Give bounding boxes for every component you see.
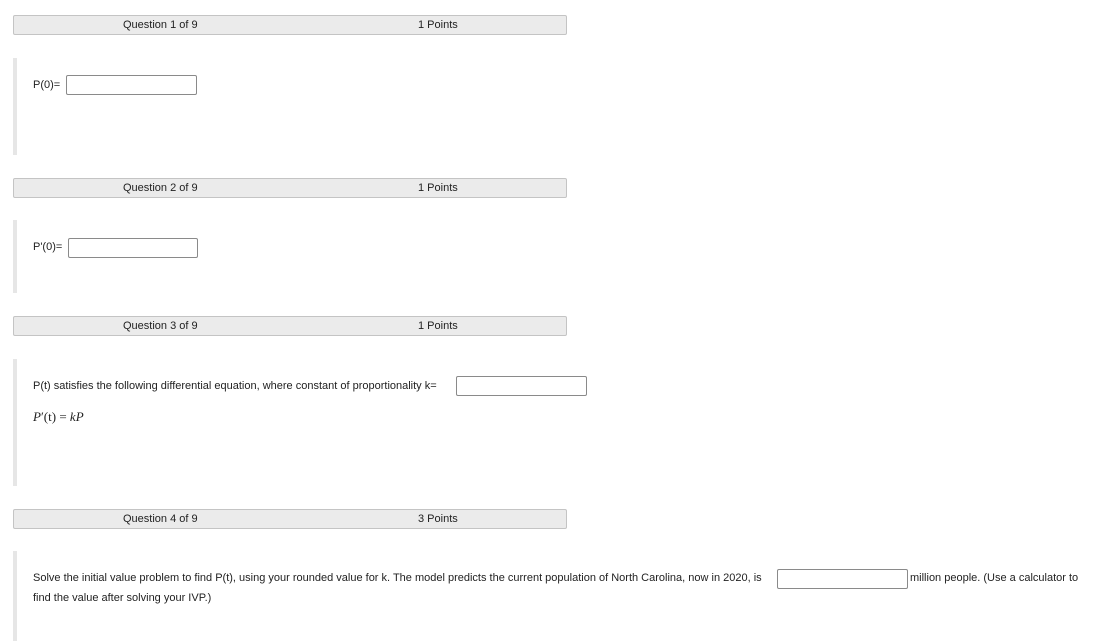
question-2-body (13, 220, 1100, 293)
differential-equation (33, 409, 84, 425)
equation-lhs: P (33, 409, 41, 424)
question-1-prompt: P(0)= (33, 79, 61, 91)
question-2-number: Question 2 of 9 (123, 182, 198, 194)
question-1-body (13, 58, 1100, 155)
question-4-prompt-after: million people. (Use a calculator to (910, 572, 1079, 584)
question-3-prompt: P(t) satisfies the following differential equation, where constant of proportionality k= (33, 380, 437, 392)
question-2-points: 1 Points (418, 182, 458, 194)
question-3-points: 1 Points (418, 320, 458, 332)
question-2-answer-input[interactable] (68, 238, 198, 258)
question-2-prompt: P'(0)= (33, 241, 63, 253)
question-3-body (13, 359, 1100, 486)
question-3-number: Question 3 of 9 (123, 320, 198, 332)
question-3-answer-input[interactable] (456, 376, 587, 396)
question-1-header (13, 15, 567, 35)
equation-rhs: kP (69, 409, 84, 424)
question-2-header (13, 178, 567, 198)
question-4-answer-input[interactable] (777, 569, 908, 589)
question-4-prompt-line2: find the value after solving your IVP.) (33, 592, 212, 604)
question-1-points: 1 Points (418, 19, 458, 31)
question-3-header (13, 316, 567, 336)
question-4-header (13, 509, 567, 529)
equation-prime: ′ (40, 409, 44, 424)
question-1-answer-input[interactable] (66, 75, 197, 95)
equation-arg: (t) (43, 409, 57, 424)
equation-relation: = (56, 409, 70, 424)
question-1-number: Question 1 of 9 (123, 19, 198, 31)
question-4-number: Question 4 of 9 (123, 513, 198, 525)
question-4-points: 3 Points (418, 513, 458, 525)
question-4-body (13, 551, 1100, 641)
question-4-prompt-before: Solve the initial value problem to find P(t), using your rounded value for k. The model predicts the current population of North Carolina, now in 2020, is (33, 572, 762, 584)
